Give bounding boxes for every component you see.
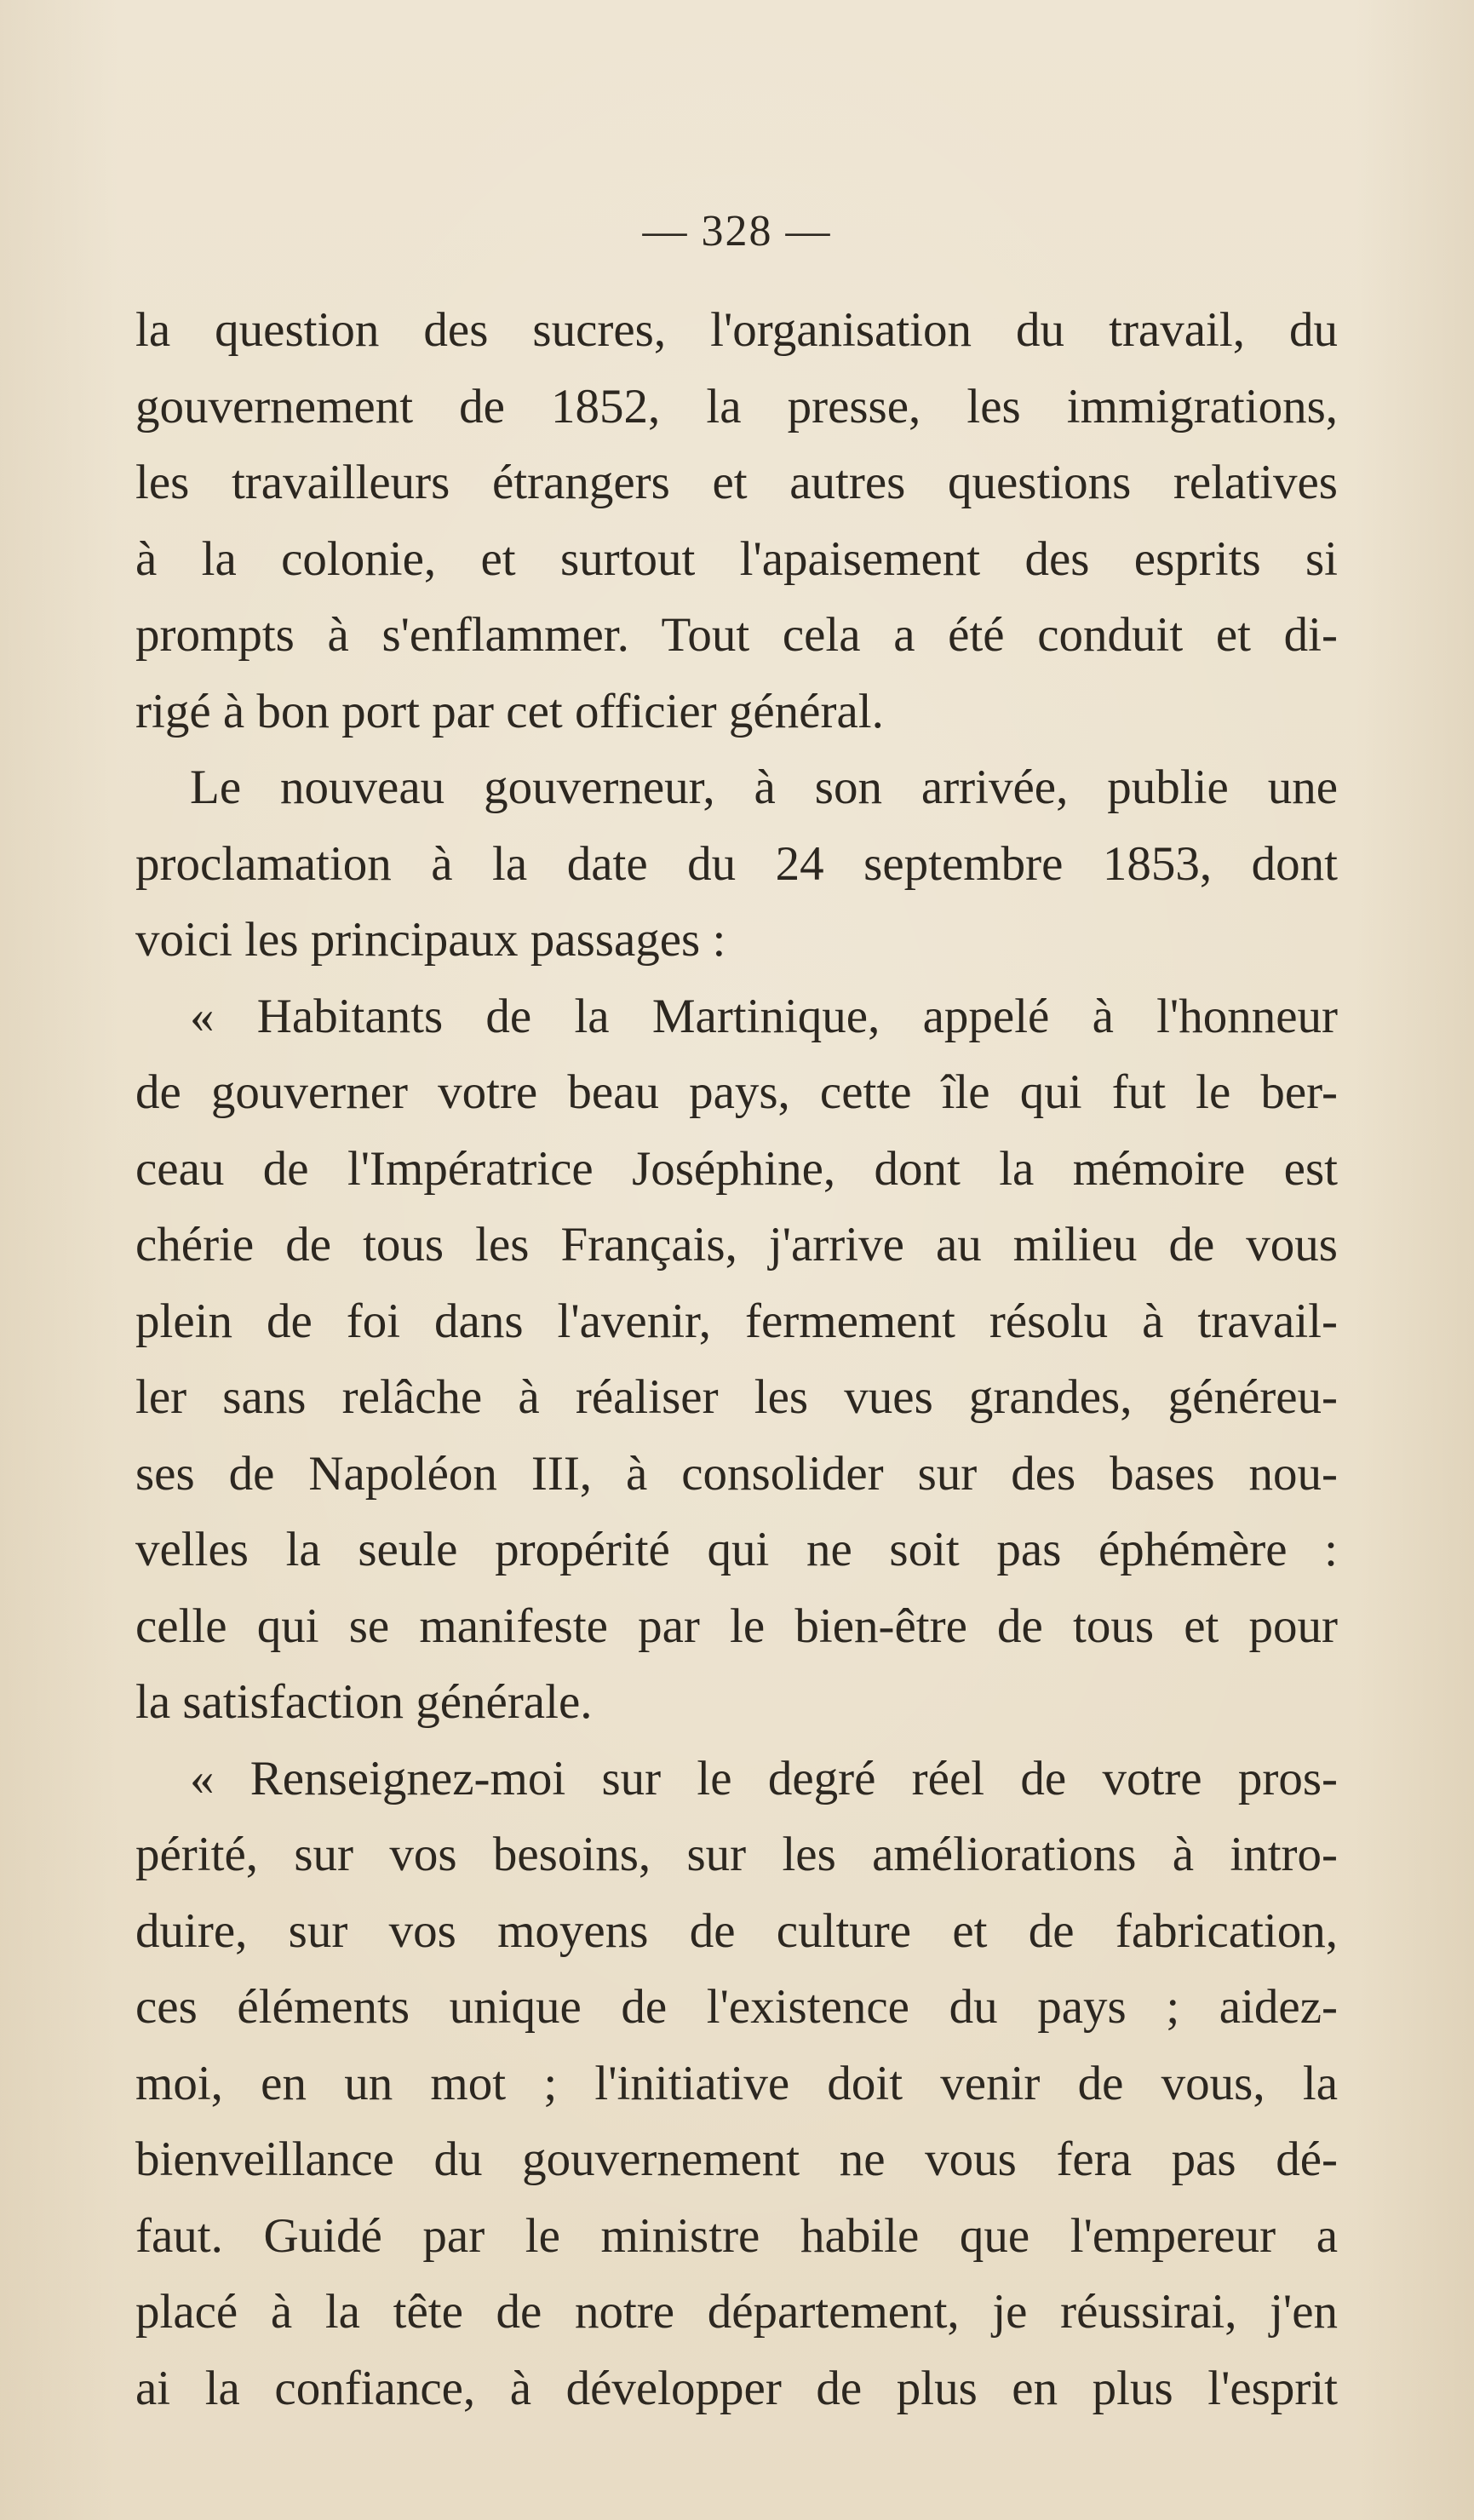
text-line: à la colonie, et surtout l'apaisement des esprits si [135, 531, 1338, 586]
text-line: velles la seule propérité qui ne soit pas éphémère : [135, 1523, 1338, 1576]
text-line: la question des sucres, l'organisation du travail, du [135, 303, 1338, 357]
text-line: ses de Napoléon III, à consolider sur des bases nou- [135, 1446, 1338, 1501]
paragraph-end-line: la satisfaction générale. [135, 1675, 593, 1729]
text-line: placé à la tête de notre département, je réussirai, j'en [135, 2285, 1338, 2339]
text-line: de gouverner votre beau pays, cette île qui fut le ber- [135, 1065, 1338, 1119]
text-line: chérie de tous les Français, j'arrive au milieu de vous [135, 1218, 1338, 1271]
text-line: duire, sur vos moyens de culture et de fabrication, [135, 1903, 1338, 1958]
text-line: plein de foi dans l'avenir, fermement résolu à travail- [135, 1294, 1338, 1348]
text-line: gouvernement de 1852, la presse, les immigrations, [135, 379, 1338, 433]
text-line: les travailleurs étrangers et autres questions relatives [135, 456, 1338, 509]
paragraph-start-line: Le nouveau gouverneur, à son arrivée, publie une [190, 761, 1338, 814]
paragraph-start-line: « Renseignez-moi sur le degré réel de votre pros- [190, 1751, 1338, 1805]
paragraph-start-line: « Habitants de la Martinique, appelé à l'honneur [190, 989, 1338, 1043]
paragraph-end-line: voici les principaux passages : [135, 913, 726, 967]
text-line: proclamation à la date du 24 septembre 1853, dont [135, 836, 1338, 891]
body-text [135, 292, 1338, 2426]
text-line: celle qui se manifeste par le bien-être de tous et pour [135, 1599, 1338, 1653]
text-line: périté, sur vos besoins, sur les améliorations à intro- [135, 1828, 1338, 1881]
page-number: — 328 — [642, 207, 832, 255]
paragraph-end-line: rigé à bon port par cet officier général. [135, 684, 884, 738]
text-line: faut. Guidé par le ministre habile que l'empereur a [135, 2208, 1338, 2263]
text-line: moi, en un mot ; l'initiative doit venir de vous, la [135, 2056, 1338, 2110]
text-line: ceau de l'Impératrice Joséphine, dont la mémoire est [135, 1141, 1338, 1196]
text-line: ces éléments unique de l'existence du pays ; aidez- [135, 1980, 1338, 2034]
text-line: bienveillance du gouvernement ne vous fera pas dé- [135, 2133, 1338, 2186]
text-line: ler sans relâche à réaliser les vues grandes, généreu- [135, 1370, 1338, 1424]
text-line: ai la confiance, à développer de plus en plus l'esprit [135, 2361, 1338, 2415]
text-line: prompts à s'enflammer. Tout cela a été conduit et di- [135, 608, 1338, 662]
